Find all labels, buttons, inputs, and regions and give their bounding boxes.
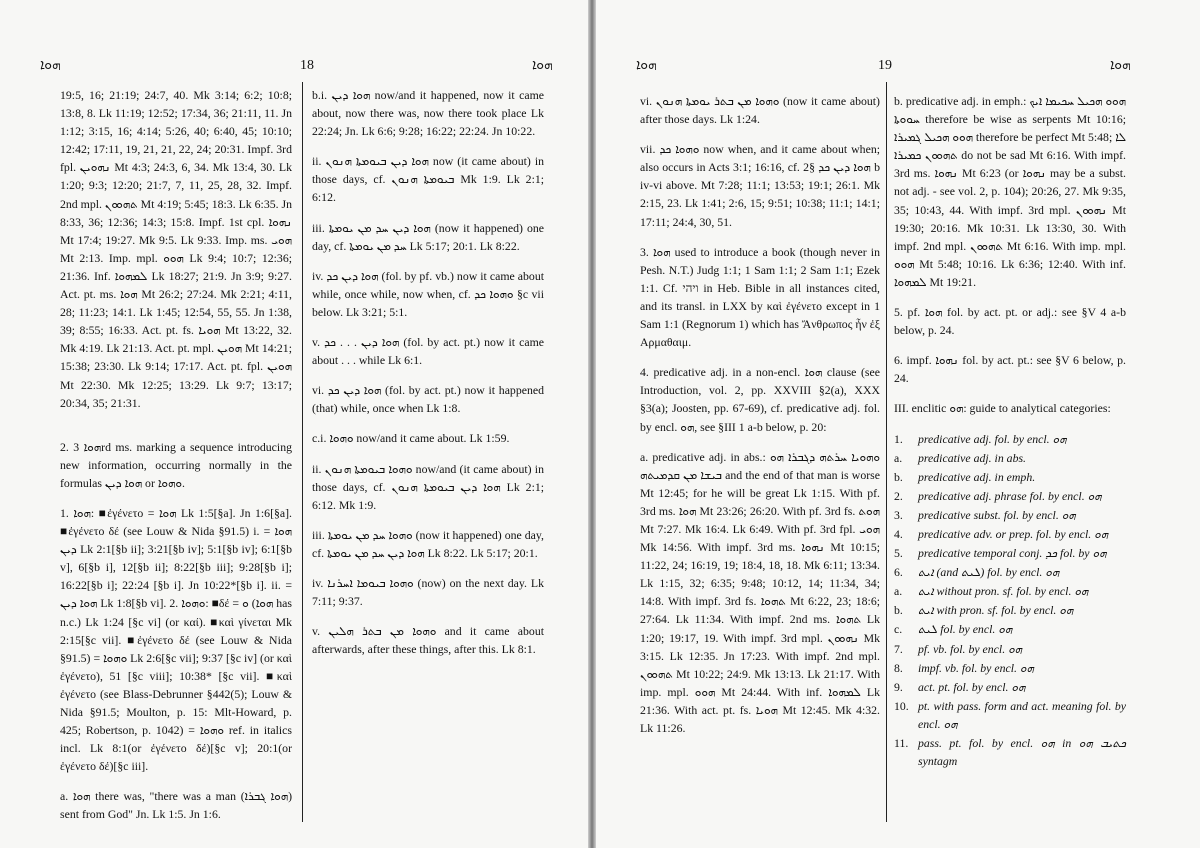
book-gutter xyxy=(588,0,596,848)
list-item: 7. pf. vb. fol. by encl. ܗܘ xyxy=(894,641,1023,656)
left-column-2 xyxy=(312,86,544,670)
entry-paragraph: b.i. ܗܘܐ ܕܝܢ now/and it happened, now it came about, now there was, now there took place Lk 22:24; Jn. Lk 6:6; 9:28; 16:22; 22:24. Jn 10:22. xyxy=(312,88,544,139)
section-heading: III. enclitic ܗܘ: guide to analytical categories: xyxy=(894,401,1111,416)
list-item: 4. predicative adv. or prep. fol. by encl. ܗܘ xyxy=(894,526,1109,541)
left-page xyxy=(0,0,588,848)
entry-paragraph: 6. impf. ܢܗܘܐ fol. by act. pt.: see §V 6 below, p. 24. xyxy=(894,353,1126,386)
entry-paragraph: 3. ܗܘܐ used to introduce a book (though never in Pesh. N.T.) Judg 1:1; 1 Sam 1:1; 2 Sam 1:1; Ezek 1:1. Cf. ויהי in Heb. Bible in all instances cited, and its transl. in LXX by καὶ ἐγένετο except in 1 Sam 1:1 (Regnorum 1) which has Ἄνθρωπος ἦν ἐξ Αρμαθαιμ. xyxy=(640,244,880,350)
list-item: 11. pass. pt. fol. by encl. ܗܘ in ܟܬܝܒ ܗܘ syntagm xyxy=(894,736,1126,769)
running-head-left: ܗܘܐ xyxy=(40,58,61,73)
entry-paragraph: vi. ܗܘܐ ܕܝܢ ܟܕ (fol. by act. pt.) now it happened (that) while, once when Lk 1:8. xyxy=(312,383,545,416)
list-item: a. ܐܝܬ without pron. sf. fol. by encl. ܗܘ xyxy=(894,584,1089,599)
column-divider xyxy=(886,82,887,822)
list-item: 10. pt. with pass. form and act. meaning fol. by encl. ܗܘ xyxy=(894,698,1126,731)
entry-paragraph: ii. ܗܘܐ ܕܝܢ ܒܝܘܡܬܐ ܗܢܘܢ now (it came about) in those days, cf. ܒܝܘܡܬܐ ܗܢܘܢ Mk 1:9. Lk 2:1; 6:12. xyxy=(312,154,545,205)
entry-paragraph: c.i. ܘܗܘܐ now/and it came about. Lk 1:59. xyxy=(312,431,510,446)
page-number: 18 xyxy=(300,58,314,73)
entry-paragraph: 19:5, 16; 21:19; 24:7, 40. Mk 3:14; 6:2; 10:8; 13:8, 8. Lk 11:19; 12:52; 17:34, 36; 21:11, 11. Jn 1:12; 3:15, 16; 4:14; 5:26, 40; 6:40, 45; 10:10; 12:42; 17:11, 19, 21, 21, 22, 24; 20:31. Impf. 3rd fpl. ܢܗܘܝܢ Mt 4:3; 24:3, 6, 34. Mk 13:4, 30. Lk 1:20; 9:3; 12:20; 21:7, 7, 11, 25, 28, 32. Impf. 2nd mpl. ܬܗܘܘܢ Mt 4:19; 5:45; 18:3. Lk 6:35. Jn 8:33, 36; 12:36; 14:3; 15:8. Impf. 1st cpl. ܢܗܘܐ Mt 17:4; 19:27. Mk 9:5. Lk 9:33. Imp. ms. ܗܘܝ Mt 2:13. Imp. mpl. ܗܘܘ Lk 9:4; 10:7; 12:36; 21:36. Inf. ܠܡܗܘܐ Lk 18:27; 21:9. Jn 3:9; 9:27. Act. pt. ms. ܗܘܐ Mt 26:2; 27:24. Mk 2:21; 4:11, 28; 11:23; 14:1. Lk 1:45; 12:54, 55, 55. Jn 1:38, 39; 8:55; 16:33. Act. pt. fs. ܗܘܝܐ Mt 13:22, 32. Mk 4:19. Lk 21:13. Act. pt. mpl. ܗܘܝܢ Mt 14:21; 15:38; 23:30. Lk 9:14; 17:17. Act. pt. fpl. ܗܘܝܢ Mt 22:30. Mk 12:25; 13:29. Lk 9:7; 13:17; 20:34, 35; 21:31. xyxy=(60,88,293,410)
left-column-1 xyxy=(60,86,292,836)
running-head-right: ܗܘܐ xyxy=(532,58,553,73)
category-list xyxy=(894,430,1126,771)
list-item: 9. act. pt. fol. by encl. ܗܘ xyxy=(894,679,1026,694)
entry-paragraph: vii. ܘܗܘܐ ܟܕ now when, and it came about when; also occurs in Acts 3:1; 16:16, cf. ܗܘܐ ܕܝܢ ܟܕ §2 b iv-vi above. Mt 7:28; 11:1; 13:53; 19:1; 26:1. Mk 2:15, 23. Lk 1:41; 2:6, 15; 9:51; 10:38; 11:1; 14:1; 17:11; 24:4, 30, 51. xyxy=(640,142,880,229)
list-item: 3. predicative subst. fol. by encl. ܗܘ xyxy=(894,507,1076,522)
page-number: 19 xyxy=(878,58,892,73)
list-item: 1. predicative adj. fol. by encl. ܗܘ xyxy=(894,431,1067,446)
running-head-left: ܗܘܐ xyxy=(636,58,657,73)
entry-paragraph: a. ܗܘܐ there was, "there was a man (ܗܘܐ ܓܒܪܐ) sent from God" Jn. Lk 1:5. Jn 1:6. xyxy=(60,789,293,822)
entry-paragraph: v. ܘܗܘܐ ܡܢ ܒܬܪ ܗܠܝܢ and it came about afterwards, after these things, after this. Lk 8:1. xyxy=(312,624,545,657)
entry-paragraph: vi. ܘܗܘܐ ܡܢ ܒܬܪ ܝܘܡܬܐ ܗܢܘܢ (now it came about) after those days. Lk 1:24. xyxy=(640,94,880,127)
entry-paragraph: iv. ܘܗܘܐ ܒܝܘܡܐ ܐܚܪܢܐ (now) on the next day. Lk 7:11; 9:37. xyxy=(312,575,544,609)
entry-paragraph: iii. ܘܗܘܐ ܚܕ ܡܢ ܝܘܡܬܐ (now it happened) one day, cf. ܗܘܐ ܕܝܢ ܚܕ ܡܢ ܝܘܡܬܐ Lk 8:22. Lk 5:17; 20:1. xyxy=(312,527,544,560)
entry-paragraph: ii. ܘܗܘܐ ܒܝܘܡܬܐ ܗܢܘܢ now/and (it came about) in those days, cf. ܗܘܐ ܕܝܢ ܒܝܘܡܬܐ ܗܢܘܢ Lk 2:1; 6:12. Mk 1:9. xyxy=(312,461,545,512)
list-item: b. ܐܝܬ with pron. sf. fol. by encl. ܗܘ xyxy=(894,603,1074,618)
entry-paragraph: iv. ܗܘܐ ܕܝܢ ܟܕ (fol. by pf. vb.) now it came about while, once while, now when, cf. ܘܗܘܐ ܟܕ §c vii below. Lk 3:21; 5:1. xyxy=(312,268,544,319)
entry-paragraph: iii. ܗܘܐ ܕܝܢ ܚܕ ܡܢ ܝܘܡܬܐ (now it happened) one day, cf. ܚܕ ܡܢ ܝܘܡܬܐ Lk 5:17; 20:1. Lk 8:22. xyxy=(312,220,544,253)
list-item: a. predicative adj. in abs. xyxy=(894,450,1027,465)
list-item: 5. predicative temporal conj. ܟܕ fol. by ܗܘ xyxy=(894,546,1107,561)
list-item: b. predicative adj. in emph. xyxy=(894,469,1036,484)
entry-paragraph: 4. predicative adj. in a non-encl. ܗܘܐ clause (see Introduction, vol. 2, pp. XXVIII §2(a), XXX §3(a); Joosten, pp. 67-69), cf. predicative adj. fol. by encl. ܗܘ, see §III 1 a-b below, p. 20: xyxy=(640,365,880,434)
list-item: 8. impf. vb. fol. by encl. ܗܘ xyxy=(894,660,1034,675)
entry-paragraph: a. predicative adj. in abs.: ܘܗܘܝܐ ܚܪܬܗ ܕܓܒܪܐ ܗܘ ܒܝܫܐ ܡܢ ܩܕܡܝܬܗ and the end of that man is worse Mt 12:45; for he will be great Lk 1:15. With pf. 3rd ms. ܗܘܐ Mt 23:26; 26:20. With pf. 3rd fs. ܗܘܬ Mt 7:27. Mk 16:4. Lk 6:49. With pf. 3rd fpl. ܗܘܝ Mk 14:56. With impf. 3rd ms. ܢܗܘܐ Mt 10:15; 11:22, 24; 16:19, 19; 18:4, 18, 18. Mk 6:11; 13:34. Lk 1:15, 32; 6:35; 9:48; 10:12, 14; 11:34, 34; 14:8. With impf. 3rd fs. ܬܗܘܐ Mt 6:22, 23; 18:6; 27:64. Lk 11:34. With impf. 2nd ms. ܬܗܘܐ Lk 1:20; 19:17, 19. With impf. 3rd mpl. ܢܗܘܘܢ Mk 3:15. Lk 12:35. Jn 17:23. With impf. 2nd mpl. ܬܗܘܘܢ Mt 10:22; 24:9. Mk 13:13. Lk 21:17. With imp. mpl. ܗܘܘ Mt 24:44. With inf. ܠܡܗܘܐ Lk 21:36. With act. pt. fs. ܗܘܝܐ Mt 12:45. Mk 4:32. Lk 11:26. xyxy=(640,449,881,735)
running-head-right: ܗܘܐ xyxy=(1110,58,1131,73)
entry-paragraph: 1. ܗܘܐ: ■ἐγένετο = ܗܘܐ Lk 1:5[§a]. Jn 1:6[§a]. ■ἐγένετο δέ (see Louw & Nida §91.5) i. = ܗܘܐ ܕܝܢ Lk 2:1[§b ii]; 3:21[§b iv]; 5:1[§b iv]; 6:1[§b v], 6[§b i], 12[§b ii]; 8:22[§b iii]; 9:28[§b i]; 16:22[§b i]; 22:24 [§b i]. Jn 10:22*[§b i]. ii. = ܗܘܐ ܕܝܢ Lk 1:8[§b vi]. 2. ܘܗܘܐ: ■δέ = ܘ (ܗܘܐ has n.c.) Lk 1:24 [§c vi] (or καί). ■καὶ γίνεται Mk 2:15[§c vii]. ■ἐγένετο δέ (see Louw & Nida §91.5) = ܘܗܘܐ Lk 2:6[§c vii]; 9:37 [§c iv] (or καὶ ἐγένετο), 51 [§c viii]; 10:38* [§c vii]. ■καὶ ἐγένετο (see Blass-Debrunner §442(5); Louw & Nida §91.5; Moulton, p. 15: Mlt-Howard, p. 425; Robertson, p. 1042) = ܘܗܘܐ ref. in italics incl. Lk 8:1(or ἐγένετο δέ)[§c v]; 20:1(or ἐγένετο δέ)[§c iii]. xyxy=(60,505,293,774)
right-page xyxy=(596,0,1200,848)
entry-paragraph: v. ܗܘܐ ܕܝܢ . . . ܟܕ (fol. by act. pt.) now it came about . . . while Lk 6:1. xyxy=(312,335,544,368)
list-item: 2. predicative adj. phrase fol. by encl. ܗܘ xyxy=(894,488,1102,503)
right-column-2 xyxy=(894,92,1126,771)
right-column-1 xyxy=(640,92,880,749)
list-item: 6. ܐܝܬ (and ܠܝܬ) fol. by encl. ܗܘ xyxy=(894,565,1060,580)
list-item: c. ܠܝܬ fol. by encl. ܗܘ xyxy=(894,622,1013,637)
entry-paragraph: 2. ܗܘܐ 3rd ms. marking a sequence introducing new information, occurring normally in the formulas ܗܘܐ ܕܝܢ or ܘܗܘܐ. xyxy=(60,439,292,490)
column-divider xyxy=(302,82,303,822)
entry-paragraph: b. predicative adj. in emph.: ܗܘܘ ܗܟܝܠ ܚܟܝܡܐ ܐܝܟ ܚܘܘܬܐ therefore be wise as serpents Mt 10:16; ܗܘܘ ܗܟܝܠ ܓܡܝܪܐ therefore be perfect Mt 5:48; ܠܐ ܬܗܘܘܢ ܟܡܝܪܐ do not be sad Mt 6:16. With impf. 3rd ms. ܢܗܘܐ Mt 6:23 (or ܢܗܘܐ may be a subst. not adj. - see vol. 2, p. 104); 20:26, 27. Mk 9:35, 35; 10:43, 44. With impf. 3rd mpl. ܢܗܘܘܢ Mt 19:30; 20:16. Mk 10:31. Lk 13:30, 30. With impf. 2nd mpl. ܬܗܘܘܢ Mt 6:16. With imp. mpl. ܗܘܘ Mt 5:48; 10:16. Lk 6:36; 12:40. With inf. ܠܡܗܘܐ Mt 19:21. xyxy=(894,94,1127,289)
entry-paragraph: 5. pf. ܗܘܐ fol. by act. pt. or adj.: see §V 4 a-b below, p. 24. xyxy=(894,305,1126,338)
